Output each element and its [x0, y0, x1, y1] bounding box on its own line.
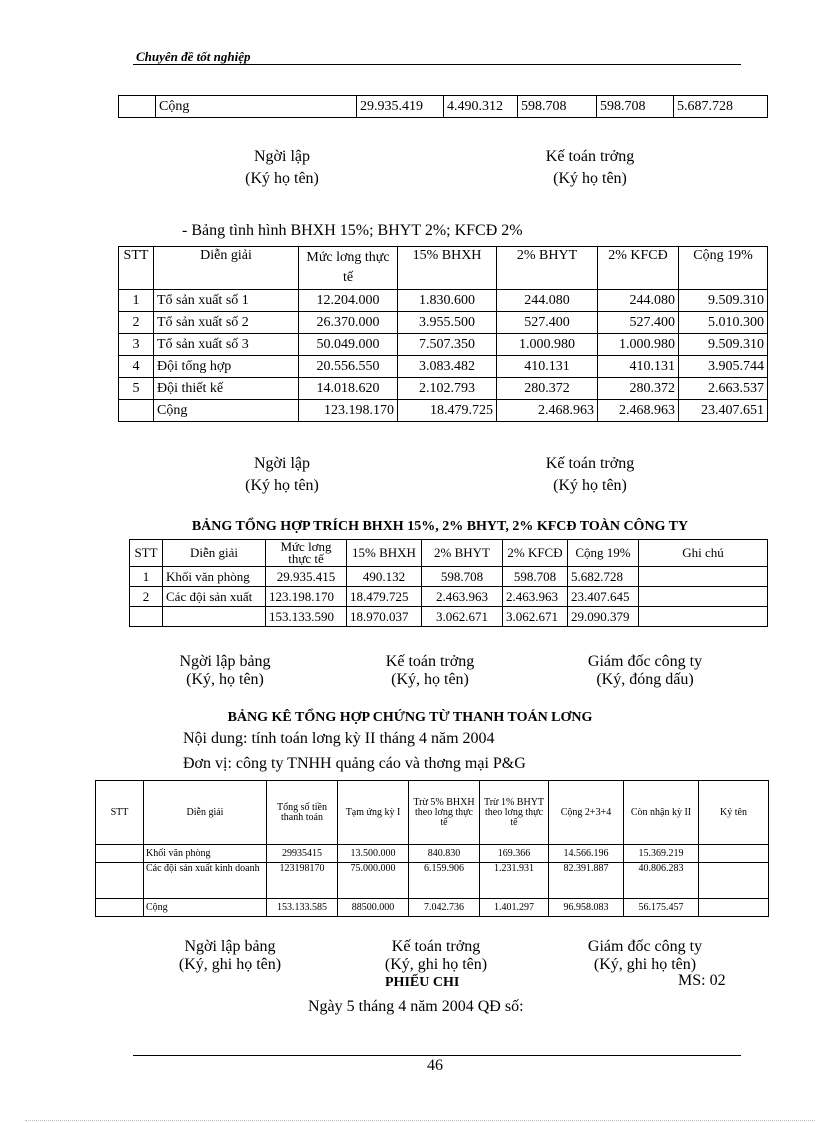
cell: Khối văn phòng — [163, 567, 266, 587]
cell: 29.090.379 — [568, 607, 639, 627]
voucher-date: Ngày 5 tháng 4 năm 2004 QĐ số: — [308, 998, 524, 1015]
signature-preparer — [145, 653, 305, 689]
cell: Cộng — [144, 899, 267, 917]
cell: 244.080 — [497, 290, 598, 312]
table-row — [130, 587, 768, 607]
signature-preparer — [150, 938, 310, 974]
cell: 3.083.482 — [398, 356, 497, 378]
cell: 26.370.000 — [299, 312, 398, 334]
header-cell: Cộng 19% — [568, 540, 639, 567]
cell: 2.468.963 — [497, 400, 598, 422]
cell: 1 — [119, 290, 154, 312]
table-row — [119, 356, 768, 378]
payment-summary-table — [95, 780, 769, 917]
table-row — [119, 400, 768, 422]
cell: 4.490.312 — [444, 96, 518, 118]
cell: 123198170 — [267, 863, 338, 899]
header-cell: 2% KFCĐ — [598, 247, 679, 290]
cell: 840.830 — [409, 845, 480, 863]
section-title: - Bảng tình hình BHXH 15%; BHYT 2%; KFCĐ 2% — [182, 222, 523, 239]
company-summary-table — [129, 539, 768, 627]
cell: 9.509.310 — [679, 334, 768, 356]
cell: 5.682.728 — [568, 567, 639, 587]
signature-role: Kế toán trởng — [391, 938, 481, 955]
header-cell: Còn nhận kỳ II — [624, 781, 699, 845]
header-cell: Ký tên — [699, 781, 769, 845]
header-cell: Mức lơng thực tế — [266, 540, 347, 567]
cell: 1.000.980 — [598, 334, 679, 356]
header-cell: Diễn giải — [163, 540, 266, 567]
table-row — [130, 607, 768, 627]
cell: 14.018.620 — [299, 378, 398, 400]
cell: 527.400 — [497, 312, 598, 334]
cell — [699, 899, 769, 917]
signature-role: Ngời lập bảng — [184, 938, 276, 955]
cell: 12.204.000 — [299, 290, 398, 312]
cell: 3.905.744 — [679, 356, 768, 378]
signature-note: (Ký họ tên) — [245, 477, 319, 494]
cell: 40.806.283 — [624, 863, 699, 899]
cell: 598.708 — [518, 96, 597, 118]
header-cell: 15% BHXH — [347, 540, 422, 567]
cell — [130, 607, 163, 627]
header-cell: Cộng 19% — [679, 247, 768, 290]
cell: Tổ sản xuất số 3 — [154, 334, 299, 356]
cell: Tổ sản xuất số 1 — [154, 290, 299, 312]
table-header — [119, 247, 768, 290]
cell: 123.198.170 — [299, 400, 398, 422]
cell: 23.407.651 — [679, 400, 768, 422]
cell — [96, 845, 144, 863]
signature-director — [560, 653, 730, 689]
table-header — [96, 781, 769, 845]
table-row — [119, 312, 768, 334]
cell: 244.080 — [598, 290, 679, 312]
cell: 1 — [130, 567, 163, 587]
cell: 2.463.963 — [503, 587, 568, 607]
signature-note: (Ký họ tên) — [553, 170, 627, 187]
cell: 2 — [130, 587, 163, 607]
cell — [163, 607, 266, 627]
cell: 13.500.000 — [338, 845, 409, 863]
signature-role: Giám đốc công ty — [587, 653, 703, 670]
table-row — [96, 845, 769, 863]
cell: 29.935.415 — [266, 567, 347, 587]
cell: 410.131 — [497, 356, 598, 378]
cell: 1.231.931 — [480, 863, 549, 899]
cell: 4 — [119, 356, 154, 378]
cell: Các đội sản xuất — [163, 587, 266, 607]
header-cell: Trừ 1% BHYT theo lơng thực tế — [480, 781, 549, 845]
cell: Cộng — [154, 400, 299, 422]
signature-role: Ngời lập bảng — [179, 653, 271, 670]
header-cell: 15% BHXH — [398, 247, 497, 290]
cell: Cộng — [156, 96, 357, 118]
header-cell: Tạm ứng kỳ I — [338, 781, 409, 845]
cell: 50.049.000 — [299, 334, 398, 356]
cell: Khối văn phòng — [144, 845, 267, 863]
cell: Các đội sản xuất kinh doanh — [144, 863, 267, 899]
cell: 29.935.419 — [357, 96, 444, 118]
cell: 18.479.725 — [398, 400, 497, 422]
signature-note: (Ký, đóng dấu) — [596, 671, 694, 688]
header-cell: Trừ 5% BHXH theo lơng thực tế — [409, 781, 480, 845]
cell: 18.970.037 — [347, 607, 422, 627]
page-number: 46 — [427, 1057, 443, 1074]
table-continuation — [118, 95, 768, 118]
cell: 15.369.219 — [624, 845, 699, 863]
signature-note: (Ký, ghi họ tên) — [178, 956, 282, 973]
header-cell: Cộng 2+3+4 — [549, 781, 624, 845]
cell — [639, 607, 768, 627]
cell: 2.102.793 — [398, 378, 497, 400]
cell: 598.708 — [597, 96, 674, 118]
table-row — [119, 334, 768, 356]
cell — [96, 863, 144, 899]
cell: Đội tổng hợp — [154, 356, 299, 378]
header-cell: 2% KFCĐ — [503, 540, 568, 567]
cell: 2.468.963 — [598, 400, 679, 422]
cell — [639, 587, 768, 607]
footer-rule — [133, 1055, 741, 1056]
cell — [699, 845, 769, 863]
cell: 3 — [119, 334, 154, 356]
signature-accountant — [356, 938, 516, 974]
header-cell: Ghi chú — [639, 540, 768, 567]
cell: 75.000.000 — [338, 863, 409, 899]
cell — [119, 96, 156, 118]
cell: 153.133.590 — [266, 607, 347, 627]
content-line: Nội dung: tính toán lơng kỳ II tháng 4 năm 2004 — [183, 730, 495, 747]
signature-note: (Ký họ tên) — [553, 477, 627, 494]
table-row — [130, 567, 768, 587]
table-row — [96, 899, 769, 917]
voucher-title: PHIẾU CHI — [385, 975, 460, 990]
cell: 598.708 — [503, 567, 568, 587]
cell: 280.372 — [598, 378, 679, 400]
cell: 5 — [119, 378, 154, 400]
signature-role: Giám đốc công ty — [587, 938, 703, 955]
table-row — [119, 96, 768, 118]
header-cell: STT — [96, 781, 144, 845]
cell: 410.131 — [598, 356, 679, 378]
section-title: BẢNG TỔNG HỢP TRÍCH BHXH 15%, 2% BHYT, 2% KFCĐ TOÀN CÔNG TY — [191, 519, 689, 534]
signature-note: (Ký họ tên) — [245, 170, 319, 187]
cell: 2.463.963 — [422, 587, 503, 607]
cell: 88500.000 — [338, 899, 409, 917]
signature-director — [560, 938, 730, 974]
cell — [119, 400, 154, 422]
cell: 20.556.550 — [299, 356, 398, 378]
cell: 3.062.671 — [422, 607, 503, 627]
cell: Tổ sản xuất số 2 — [154, 312, 299, 334]
signature-role: Kế toán trởng — [385, 653, 475, 670]
signature-preparer — [202, 453, 362, 497]
page-edge — [25, 1120, 815, 1121]
cell: 6.159.906 — [409, 863, 480, 899]
cell: 527.400 — [598, 312, 679, 334]
cell: 3.062.671 — [503, 607, 568, 627]
cell: 7.042.736 — [409, 899, 480, 917]
cell: 23.407.645 — [568, 587, 639, 607]
cell: 7.507.350 — [398, 334, 497, 356]
cell — [96, 899, 144, 917]
cell: 5.687.728 — [674, 96, 768, 118]
cell: 123.198.170 — [266, 587, 347, 607]
cell: 2.663.537 — [679, 378, 768, 400]
signature-accountant — [350, 653, 510, 689]
signature-role: Ngời lập — [253, 455, 310, 472]
cell: 96.958.083 — [549, 899, 624, 917]
cell: 82.391.887 — [549, 863, 624, 899]
header-cell: Tổng số tiền thanh toán — [267, 781, 338, 845]
signature-note: (Ký, ghi họ tên) — [384, 956, 488, 973]
section-title: BẢNG KÊ TỔNG HỢP CHỨNG TỪ THANH TOÁN LƠNG — [227, 710, 593, 725]
table-row — [96, 863, 769, 899]
header-cell: STT — [130, 540, 163, 567]
cell: 18.479.725 — [347, 587, 422, 607]
signature-note: (Ký, họ tên) — [391, 671, 469, 688]
cell: 29935415 — [267, 845, 338, 863]
header-cell: STT — [119, 247, 154, 290]
cell: 1.401.297 — [480, 899, 549, 917]
header-cell: 2% BHYT — [497, 247, 598, 290]
header-cell: Diễn giải — [154, 247, 299, 290]
table-row — [119, 290, 768, 312]
header-title: Chuyên đề tốt nghiệp — [136, 49, 251, 64]
cell: 9.509.310 — [679, 290, 768, 312]
unit-line: Đơn vị: công ty TNHH quảng cáo và thơng mại P&G — [183, 755, 526, 772]
signature-note: (Ký, họ tên) — [186, 671, 264, 688]
signature-accountant — [505, 453, 675, 497]
header-cell: Mức lơng thực tế — [299, 247, 398, 290]
header-cell: 2% BHYT — [422, 540, 503, 567]
cell: 2 — [119, 312, 154, 334]
cell: 169.366 — [480, 845, 549, 863]
cell: 3.955.500 — [398, 312, 497, 334]
signature-role: Kế toán trởng — [545, 455, 635, 472]
cell: 280.372 — [497, 378, 598, 400]
header-cell: Diễn giải — [144, 781, 267, 845]
cell: Đội thiết kế — [154, 378, 299, 400]
bhxh-table — [118, 246, 768, 422]
table-header — [130, 540, 768, 567]
cell — [699, 863, 769, 899]
signature-note: (Ký, ghi họ tên) — [593, 956, 697, 973]
cell: 598.708 — [422, 567, 503, 587]
header-rule — [133, 64, 741, 65]
signature-preparer — [202, 146, 362, 190]
cell: 5.010.300 — [679, 312, 768, 334]
cell: 1.000.980 — [497, 334, 598, 356]
table-row — [119, 378, 768, 400]
cell: 14.566.196 — [549, 845, 624, 863]
signature-role: Kế toán trởng — [545, 148, 635, 165]
signature-role: Ngời lập — [253, 148, 310, 165]
cell: 56.175.457 — [624, 899, 699, 917]
cell: 1.830.600 — [398, 290, 497, 312]
signature-accountant — [505, 146, 675, 190]
voucher-code: MS: 02 — [678, 972, 726, 989]
cell: 490.132 — [347, 567, 422, 587]
cell: 153.133.585 — [267, 899, 338, 917]
cell — [639, 567, 768, 587]
